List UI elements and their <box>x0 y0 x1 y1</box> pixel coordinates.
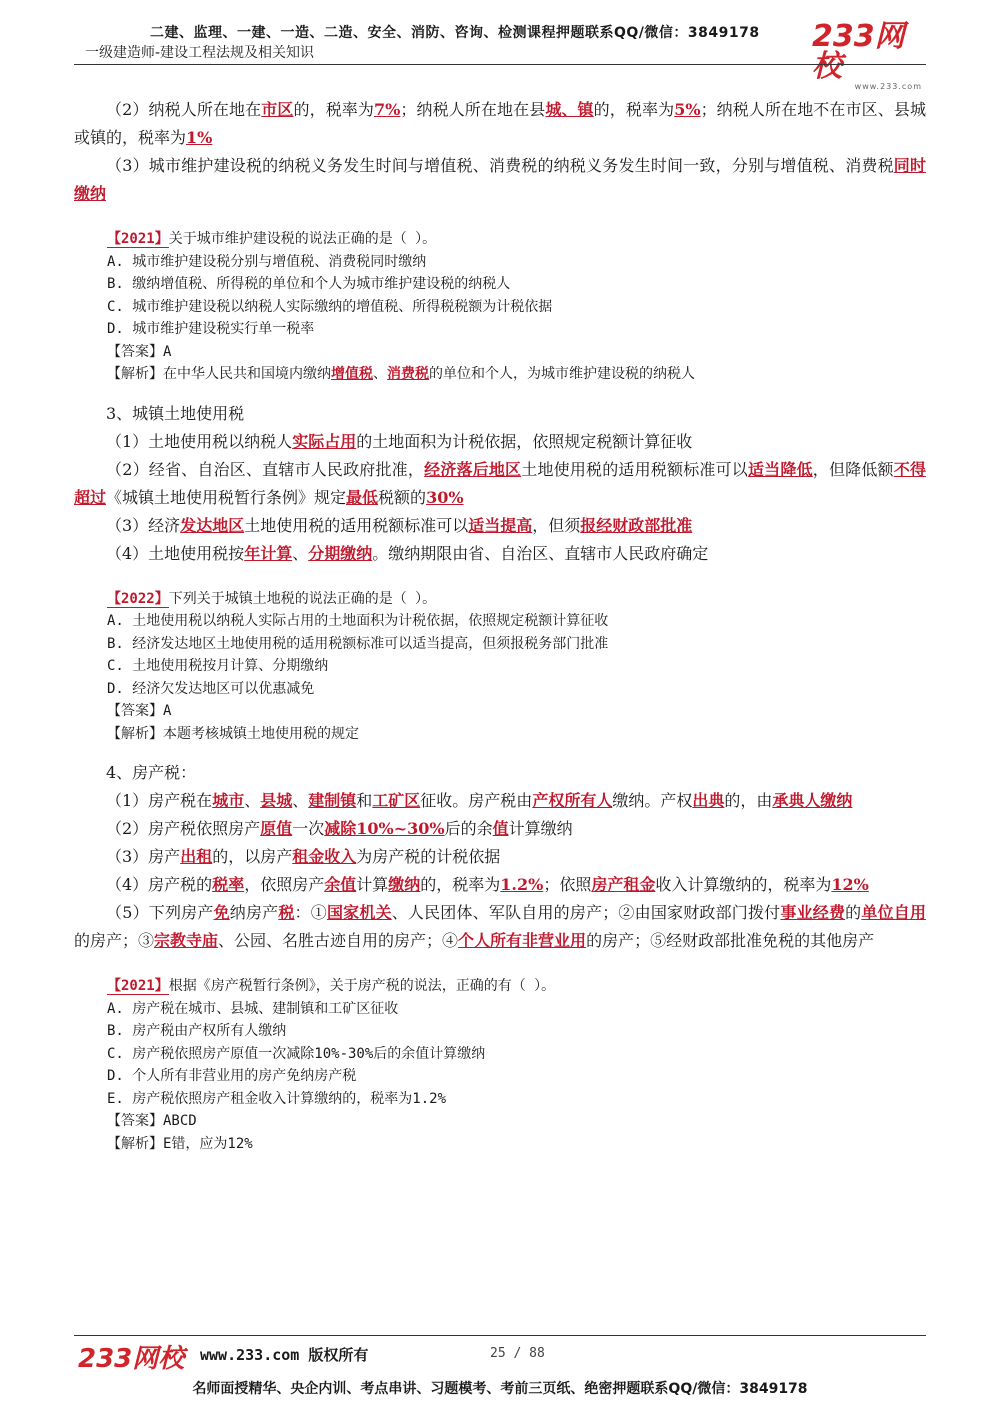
text-run: 、 <box>373 366 387 382</box>
keyword-highlight: 1.2% <box>500 875 544 894</box>
text-run: 一次 <box>292 819 325 838</box>
section-heading: 3、城镇土地使用税 <box>106 403 245 423</box>
para <box>74 787 926 815</box>
text-run: 、人民团体、军队自用的房产；②由国家财政部门拨付 <box>391 903 781 922</box>
para-1 <box>74 96 926 152</box>
text-run: 税额的 <box>378 487 427 507</box>
option: A. 土地使用税以纳税人实际占用的土地面积为计税依据，依照规定税额计算征收 <box>107 613 609 629</box>
question-year: 【2022】 <box>107 590 169 607</box>
keyword-highlight: 经济落后地区 <box>424 459 522 479</box>
option: B. 缴纳增值税、所得税的单位和个人为城市维护建设税的纳税人 <box>107 276 511 292</box>
text-run: 缴纳。产权 <box>612 791 693 810</box>
keyword-highlight: 增值税 <box>331 366 373 382</box>
keyword-highlight: 城、镇 <box>545 100 594 119</box>
keyword-highlight: 事业经费 <box>780 903 846 922</box>
keyword-highlight: 租金收入 <box>292 847 357 866</box>
keyword-highlight: 适当降低 <box>747 459 813 479</box>
option: E. 房产税依照房产租金收入计算缴纳的，税率为1.2% <box>107 1090 446 1107</box>
para <box>74 428 926 456</box>
text-run: （4）房产税的 <box>106 875 213 894</box>
text-run: （4）土地使用税按 <box>106 543 245 563</box>
keyword-highlight: 承典人缴纳 <box>772 791 853 810</box>
text-run: 征收。房产税由 <box>420 791 533 810</box>
keyword-highlight: 税 <box>278 903 295 922</box>
question-year: 【2021】 <box>107 978 169 994</box>
para <box>74 815 926 843</box>
text-run: ；依照 <box>543 875 592 894</box>
text-run: 后的余 <box>444 819 493 838</box>
answer: 【答案】A <box>107 343 172 360</box>
keyword-highlight: 12% <box>831 875 869 894</box>
keyword-highlight: 实际占用 <box>292 431 357 451</box>
text-run: 的房产；⑤经财政部批准免税的其他房产 <box>586 931 875 950</box>
keyword-highlight: 建制镇 <box>308 791 357 810</box>
text-run: 计算 <box>356 875 389 894</box>
keyword-highlight: 房产租金 <box>591 875 656 894</box>
keyword-highlight: 值 <box>492 819 509 838</box>
text-run: 土地使用税的适用税额标准可以 <box>244 515 469 535</box>
para <box>74 512 926 540</box>
text-run: （2）房产税依照房产 <box>106 819 261 838</box>
text-run: 【解析】在中华人民共和国境内缴纳 <box>107 366 331 382</box>
text-run: ；纳税人所在地不在市区、县城或镇的，税率为 <box>74 100 926 147</box>
text-run: 土地使用税的适用税额标准可以 <box>521 459 748 479</box>
keyword-highlight: 税率 <box>212 875 245 894</box>
logo-text: 233网校 <box>812 19 905 84</box>
text-run: （2）经省、自治区、直辖市人民政府批准， <box>106 459 425 479</box>
footer-logo[interactable]: 233网校 <box>78 1344 185 1374</box>
keyword-highlight: 报经财政部批准 <box>580 515 693 535</box>
header-contact: 二建、监理、一建、一造、二造、安全、消防、咨询、检测课程押题联系QQ/微信：3849178 <box>150 25 760 41</box>
question-stem: 【2021】根据《房产税暂行条例》，关于房产税的说法，正确的有（ ）。 <box>107 978 556 994</box>
keyword-highlight: 年计算 <box>244 543 293 563</box>
header-divider <box>74 64 926 65</box>
page-content <box>74 96 926 1155</box>
para <box>74 540 926 568</box>
answer: 【答案】ABCD <box>107 1113 197 1129</box>
text-run: 纳房产 <box>229 903 279 922</box>
keyword-highlight: 最低 <box>346 487 379 507</box>
option: C. 城市维护建设税以纳税人实际缴纳的增值税、所得税税额为计税依据 <box>107 298 553 315</box>
question-year: 【2021】 <box>107 231 169 247</box>
option: A. 城市维护建设税分别与增值税、消费税同时缴纳 <box>107 253 427 270</box>
text-run: 的，以房产 <box>212 847 293 866</box>
keyword-highlight: 产权所有人 <box>532 791 613 810</box>
keyword-highlight: 余值 <box>324 875 357 894</box>
text-run: 的，税率为 <box>593 100 675 119</box>
text-run: ：① <box>294 903 327 922</box>
question-stem: 【2021】关于城市维护建设税的说法正确的是（ ）。 <box>107 231 437 247</box>
option: D. 个人所有非营业用的房产免纳房产税 <box>107 1068 357 1084</box>
keyword-highlight: 县城 <box>260 791 293 810</box>
answer: 【答案】A <box>107 703 172 719</box>
text-run: ，但降低额 <box>812 459 894 479</box>
analysis: 【解析】本题考核城镇土地使用税的规定 <box>107 725 359 742</box>
keyword-highlight: 出租 <box>180 847 213 866</box>
para <box>74 899 926 955</box>
keyword-highlight: 适当提高 <box>468 515 533 535</box>
text-run: 、 <box>244 791 261 810</box>
header-subtitle: 一级建造师-建设工程法规及相关知识 <box>85 45 315 61</box>
text-run: ；纳税人所在地在县 <box>400 100 546 119</box>
option: C. 土地使用税按月计算、分期缴纳 <box>107 658 329 674</box>
keyword-highlight: 工矿区 <box>372 791 421 810</box>
text-run: （3）经济 <box>106 515 181 535</box>
keyword-highlight: 分期缴纳 <box>308 543 373 563</box>
keyword-highlight: 缴纳 <box>388 875 421 894</box>
text-run: 的房产；③ <box>74 931 155 950</box>
text-run: （5）下列房产 <box>106 903 214 922</box>
text-run: 和 <box>356 791 373 810</box>
option: D. 城市维护建设税实行单一税率 <box>107 321 315 337</box>
text-run: 。缴纳期限由省、自治区、直辖市人民政府确定 <box>372 543 709 563</box>
page-number: 25 / 88 <box>490 1346 545 1361</box>
keyword-highlight: 出典 <box>692 791 725 810</box>
keyword-highlight: 国家机关 <box>326 903 392 922</box>
keyword-highlight: 单位自用 <box>861 903 926 922</box>
keyword-highlight: 同时缴纳 <box>74 156 926 203</box>
text-run: 计算缴纳 <box>508 819 573 838</box>
keyword-highlight: 7% <box>374 100 401 119</box>
text-run: 的土地面积为计税依据，依照规定税额计算征收 <box>356 431 693 451</box>
text-run: 为房产税的计税依据 <box>356 847 501 866</box>
text-run: （2）纳税人所在地在 <box>106 100 262 119</box>
para <box>74 871 926 899</box>
option: D. 经济欠发达地区可以优惠减免 <box>107 680 315 697</box>
text-run: 、公园、名胜古迹自用的房产；④ <box>218 931 459 950</box>
option: B. 房产税由产权所有人缴纳 <box>107 1023 287 1039</box>
analysis: 【解析】E错，应为12% <box>107 1135 253 1152</box>
question-2 <box>74 588 926 746</box>
keyword-highlight: 市区 <box>261 100 294 119</box>
keyword-highlight: 免 <box>213 903 230 922</box>
keyword-highlight: 原值 <box>260 819 293 838</box>
brand-logo[interactable] <box>812 19 922 91</box>
para-2 <box>74 152 926 208</box>
para <box>74 456 926 512</box>
para <box>74 843 926 871</box>
keyword-highlight: 个人所有非营业用 <box>458 931 587 950</box>
question-1 <box>74 228 926 386</box>
keyword-highlight: 城市 <box>212 791 245 810</box>
option: B. 经济发达地区土地使用税的适用税额标准可以适当提高，但须报税务部门批准 <box>107 635 609 652</box>
option: C. 房产税依照房产原值一次减除10%-30%后的余值计算缴纳 <box>107 1045 486 1062</box>
keyword-highlight: 不得超过 <box>74 459 926 507</box>
option: A. 房产税在城市、县城、建制镇和工矿区征收 <box>107 1000 399 1017</box>
text-run: ，但须 <box>532 515 581 535</box>
text-run: 、 <box>292 543 309 563</box>
footer-contact: 名师面授精华、央企内训、考点串讲、习题模考、考前三页纸、绝密押题联系QQ/微信：3849178 <box>192 1381 808 1397</box>
text-run: （3）城市维护建设税的纳税义务发生时间与增值税、消费税的纳税义务发生时间一致，分别与增值税、消费税 <box>106 156 894 175</box>
keyword-highlight: 1% <box>186 128 213 147</box>
keyword-highlight: 5% <box>674 100 701 119</box>
text-run: （1）房产税在 <box>106 791 213 810</box>
text-run: 《城镇土地使用税暂行条例》规定 <box>106 487 347 507</box>
text-run: 的，由 <box>724 791 773 810</box>
keyword-highlight: 30% <box>426 487 464 507</box>
keyword-highlight: 消费税 <box>387 366 429 382</box>
keyword-highlight: 发达地区 <box>180 515 245 535</box>
section-heading: 4、房产税： <box>106 763 197 782</box>
text-run: 、 <box>292 791 309 810</box>
text-run: 的，税率为 <box>293 100 375 119</box>
footer-divider <box>74 1335 926 1336</box>
footer-copyright: www.233.com 版权所有 <box>200 1346 369 1364</box>
logo-url: www.233.com <box>854 82 922 91</box>
analysis <box>74 363 926 386</box>
text-run: （1）土地使用税以纳税人 <box>106 431 293 451</box>
keyword-highlight: 减除10%~30% <box>324 819 445 838</box>
question-stem: 【2022】下列关于城镇土地税的说法正确的是（ ）。 <box>107 590 437 607</box>
text-run: ，依照房产 <box>244 875 325 894</box>
text-run: 的 <box>845 903 862 922</box>
text-run: 收入计算缴纳的，税率为 <box>655 875 832 894</box>
keyword-highlight: 宗教寺庙 <box>154 931 219 950</box>
text-run: （3）房产 <box>106 847 181 866</box>
text-run: 的，税率为 <box>420 875 501 894</box>
text-run: 的单位和个人，为城市维护建设税的纳税人 <box>429 366 695 382</box>
question-3 <box>74 975 926 1155</box>
